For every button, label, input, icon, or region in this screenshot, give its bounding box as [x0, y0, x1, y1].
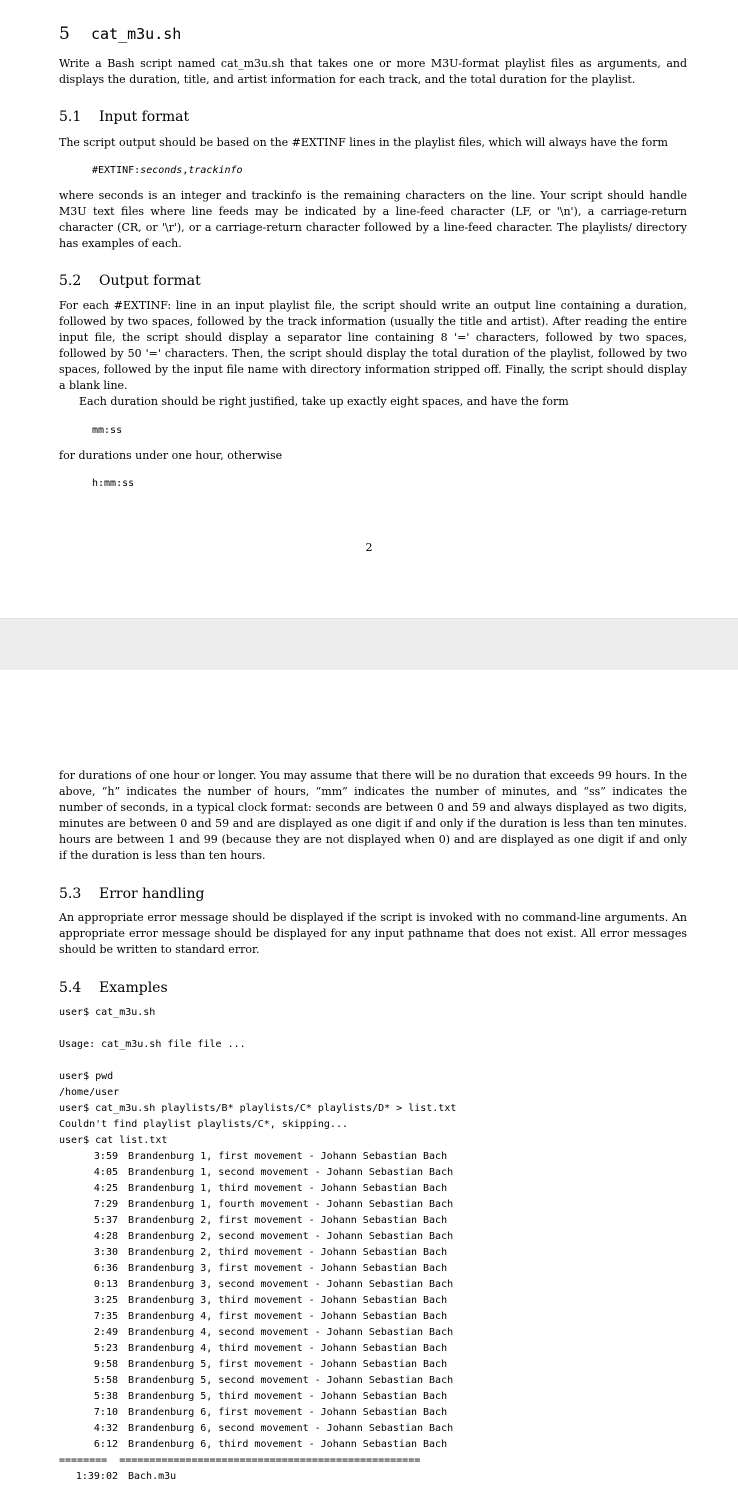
subsection-heading-output: 5.2 Output format [59, 273, 201, 289]
section-heading [59, 24, 181, 44]
terminal-line: user$ cat list.txt [59, 1135, 168, 1146]
extinf-form-code: #EXTINF:seconds,trackinfo [92, 165, 243, 176]
section-title: cat_m3u.sh [91, 25, 182, 43]
track-row: 7:35 Brandenburg 4, first movement - Johann Sebastian Bach [93, 1311, 448, 1322]
terminal-line: user$ pwd [59, 1071, 114, 1082]
terminal-line: /home/user [59, 1087, 120, 1098]
mmss-code: mm:ss [92, 425, 123, 436]
track-row: 7:10 Brandenburg 6, first movement - Johann Sebastian Bach [93, 1407, 448, 1418]
track-row: 4:32 Brandenburg 6, second movement - Johann Sebastian Bach [93, 1423, 454, 1434]
page-number: 2 [365, 541, 373, 554]
track-row: 9:58 Brandenburg 5, first movement - Johann Sebastian Bach [93, 1359, 448, 1370]
track-row: 3:59 Brandenburg 1, first movement - Johann Sebastian Bach [93, 1151, 448, 1162]
output-format-paragraph: For each #EXTINF: line in an input playlist file, the script should write an output line containing a duration, followed by two spaces, followed by the track information (usually the title and artist). After reading the entire input file, the script should display a separator line containing 8 '=' characters, followed by two spaces, followed by 50 '=' characters. Then, the script should display the total duration of the playlist, followed by two spaces, followed by the input file name with directory information stripped off. Finally, the script should display a blank line. Each duration should be right justified, take up exactly eight spaces, and have the form [59, 299, 687, 408]
page-gap [0, 618, 738, 672]
track-row: 0:13 Brandenburg 3, second movement - Johann Sebastian Bach [93, 1279, 454, 1290]
track-row: 6:36 Brandenburg 3, first movement - Johann Sebastian Bach [93, 1263, 448, 1274]
otherwise-paragraph: for durations under one hour, otherwise [59, 449, 283, 462]
track-row: 3:25 Brandenburg 3, third movement - Johann Sebastian Bach [93, 1295, 448, 1306]
track-row: 2:49 Brandenburg 4, second movement - Johann Sebastian Bach [93, 1327, 454, 1338]
section-number: 5 [59, 24, 70, 44]
page-1 [0, 0, 738, 618]
terminal-example [59, 1005, 687, 1485]
terminal-line: Couldn't find playlist playlists/C*, skipping... [59, 1119, 348, 1130]
track-row: 4:28 Brandenburg 2, second movement - Johann Sebastian Bach [93, 1231, 454, 1242]
line-feed-paragraph: where seconds is an integer and trackinfo is the remaining characters on the line. Your script should handle M3U text files where line feeds may be indicated by a line-feed character (LF, or '\n'), a carriage-return character (CR, or '\r'), or a carriage-return character followed by a line-feed character. The playlists/ directory has examples of each. [59, 189, 687, 250]
track-row: 6:12 Brandenburg 6, third movement - Johann Sebastian Bach [93, 1439, 448, 1450]
separator-line: ======== ================================================== [59, 1455, 421, 1466]
track-row: 5:37 Brandenburg 2, first movement - Johann Sebastian Bach [93, 1215, 448, 1226]
track-list [59, 1149, 687, 1453]
input-format-paragraph: The script output should be based on the #EXTINF lines in the playlist files, which will always have the form [59, 136, 668, 149]
command-line: user$ cat_m3u.sh [59, 1007, 156, 1018]
intro-paragraph: Write a Bash script named cat_m3u.sh that takes one or more M3U-format playlist files as arguments, and displays the duration, title, and artist information for each track, and the total duration for the playlist. [59, 57, 687, 86]
terminal-line: user$ cat_m3u.sh playlists/B* playlists/C* playlists/D* > list.txt [59, 1103, 457, 1114]
track-row: 4:05 Brandenburg 1, second movement - Johann Sebastian Bach [93, 1167, 454, 1178]
usage-message: Usage: cat_m3u.sh file file ... [59, 1039, 246, 1050]
hmmss-code: h:mm:ss [92, 478, 135, 489]
duration-explanation-paragraph: for durations of one hour or longer. You may assume that there will be no duration that exceeds 99 hours. In the above, “h” indicates the number of hours, “mm” indicates the number of minutes, and “ss” indicates the number of seconds, in a typical clock format: seconds are between 0 and 59 and always displayed as two digits, minutes are between 0 and 59 and are displayed as one digit if and only if the duration is less than ten minutes. hours are between 1 and 99 (because they are not displayed when 0) and are displayed as one digit if and only if the duration is less than ten hours. [59, 769, 687, 862]
subsection-heading-input: 5.1 Input format [59, 109, 190, 125]
subsection-heading-errors: 5.3 Error handling [59, 886, 205, 902]
track-row: 7:29 Brandenburg 1, fourth movement - Johann Sebastian Bach [93, 1199, 454, 1210]
track-row: 3:30 Brandenburg 2, third movement - Johann Sebastian Bach [93, 1247, 448, 1258]
subsection-heading-examples: 5.4 Examples [59, 980, 168, 996]
track-row: 4:25 Brandenburg 1, third movement - Johann Sebastian Bach [93, 1183, 448, 1194]
error-handling-paragraph: An appropriate error message should be displayed if the script is invoked with no command-line arguments. An appropriate error message should be displayed for any input pathname that does not exist. All error messages should be written to standard error. [59, 911, 687, 956]
track-row: 5:58 Brandenburg 5, second movement - Johann Sebastian Bach [93, 1375, 454, 1386]
track-row: 5:23 Brandenburg 4, third movement - Johann Sebastian Bach [93, 1343, 448, 1354]
page-2 [0, 670, 738, 1495]
track-row: 5:38 Brandenburg 5, third movement - Johann Sebastian Bach [93, 1391, 448, 1402]
total-row: 1:39:02 Bach.m3u [75, 1471, 177, 1482]
